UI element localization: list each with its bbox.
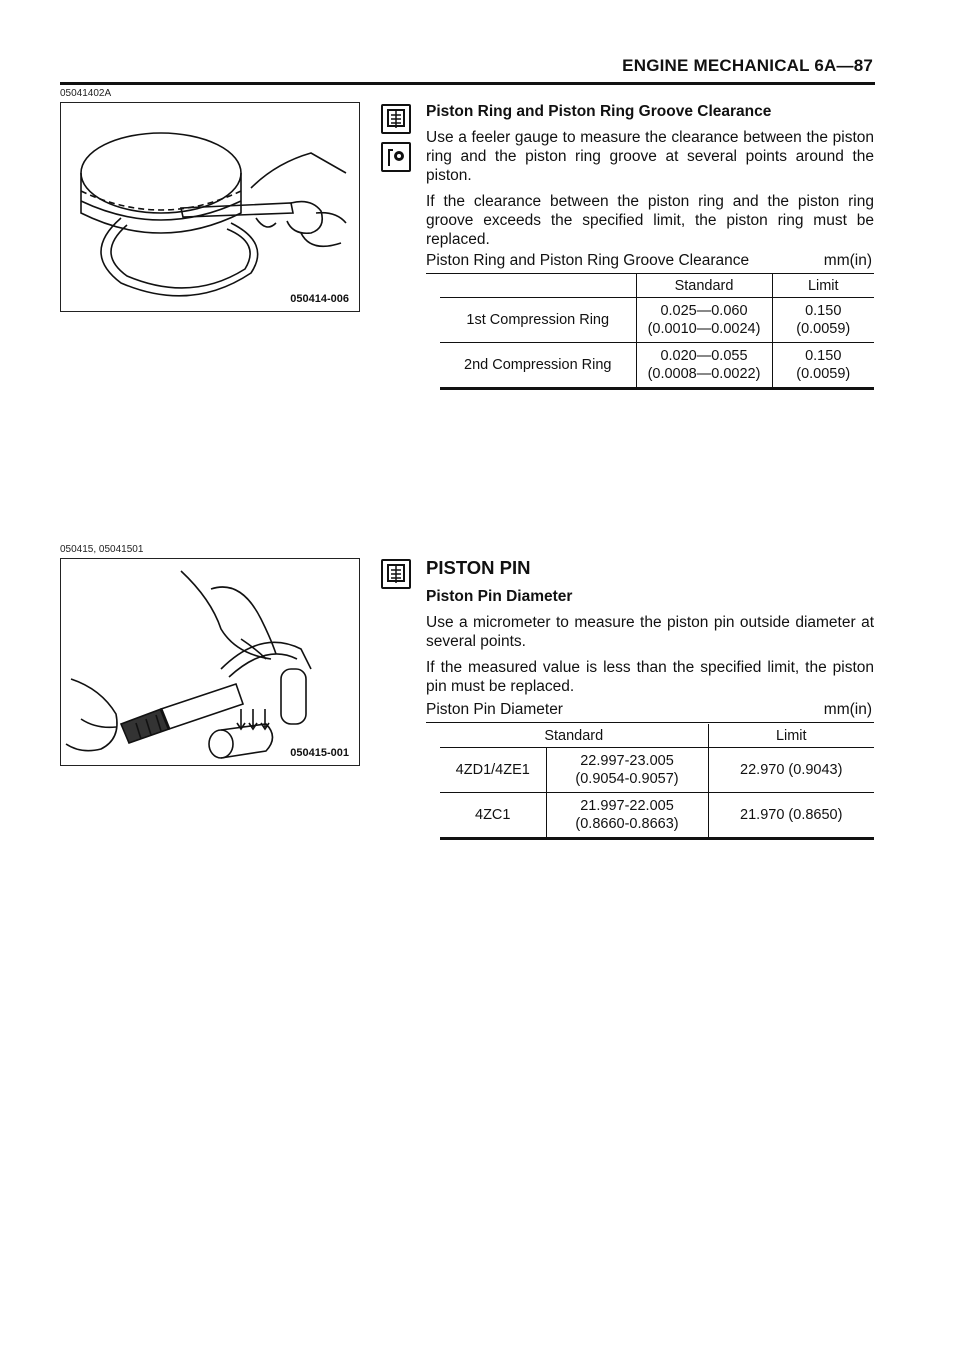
standard-cell (636, 343, 772, 389)
micrometer-illustration (61, 559, 360, 766)
table-unit: mm(in) (823, 252, 872, 269)
feeler-gauge-illustration (61, 103, 360, 312)
table-caption (426, 701, 874, 723)
table-header: Standard (440, 724, 708, 748)
measure-icon (381, 104, 411, 134)
table-caption (426, 252, 874, 274)
limit-cell: 22.970 (0.9043) (708, 748, 874, 793)
row-label: 4ZC1 (440, 793, 546, 839)
figure-number: 050414-006 (290, 293, 349, 305)
figure-code: 05041402A (60, 88, 112, 99)
standard-mm: 0.020—0.055 (660, 348, 748, 364)
standard-mm: 21.997-22.005 (580, 798, 674, 814)
table-header (440, 274, 636, 298)
table-row (440, 343, 874, 389)
table-row (440, 793, 874, 839)
table-unit: mm(in) (823, 701, 872, 718)
limit-mm: 0.150 (805, 303, 842, 319)
limit-cell (772, 298, 874, 343)
table-caption-title: Piston Ring and Piston Ring Groove Clearance (426, 252, 750, 269)
paragraph: If the measured value is less than the specified limit, the piston pin must be replaced. (426, 659, 874, 695)
pin-diameter-table (440, 724, 874, 840)
standard-mm: 0.025—0.060 (660, 303, 748, 319)
table-header: Standard (636, 274, 772, 298)
table-header-row (440, 274, 874, 298)
table-caption-title: Piston Pin Diameter (426, 701, 563, 718)
table-header: Limit (772, 274, 874, 298)
table-header-row (440, 724, 874, 748)
row-label: 4ZD1/4ZE1 (440, 748, 546, 793)
section-heading: Piston Pin Diameter (426, 588, 573, 605)
row-label: 1st Compression Ring (440, 298, 636, 343)
figure-number: 050415-001 (290, 747, 349, 759)
page-title: ENGINE MECHANICAL 6A—87 (622, 56, 873, 75)
table-header: Limit (708, 724, 874, 748)
standard-in: (0.0008—0.0022) (647, 366, 761, 382)
measure-icon (381, 559, 411, 589)
row-label: 2nd Compression Ring (440, 343, 636, 389)
visual-check-icon (381, 142, 411, 172)
section-heading: Piston Ring and Piston Ring Groove Clearance (426, 103, 772, 120)
standard-cell (636, 298, 772, 343)
figure-code: 050415, 05041501 (60, 544, 144, 555)
limit-cell (772, 343, 874, 389)
standard-in: (0.9054-0.9057) (575, 771, 679, 787)
standard-mm: 22.997-23.005 (580, 753, 674, 769)
figure-feeler-gauge (60, 102, 360, 312)
paragraph: Use a micrometer to measure the piston pin outside diameter at several points. (426, 614, 874, 650)
figure-micrometer (60, 558, 360, 766)
table-row (440, 748, 874, 793)
limit-cell: 21.970 (0.8650) (708, 793, 874, 839)
section-clearance (426, 102, 874, 256)
clearance-table (440, 274, 874, 390)
paragraph: If the clearance between the piston ring and the piston ring groove exceeds the specified limit, the piston ring must be replaced. (426, 193, 874, 248)
limit-in: (0.0059) (796, 321, 851, 337)
page-header (60, 56, 875, 85)
paragraph: Use a feeler gauge to measure the clearance between the piston ring and the piston ring groove at several points around the piston. (426, 129, 874, 184)
limit-mm: 0.150 (805, 348, 842, 364)
section-title: PISTON PIN (426, 557, 531, 578)
section-piston-pin (426, 558, 874, 703)
table-row (440, 298, 874, 343)
standard-in: (0.0010—0.0024) (647, 321, 761, 337)
limit-in: (0.0059) (796, 366, 851, 382)
standard-cell (546, 793, 708, 839)
standard-cell (546, 748, 708, 793)
standard-in: (0.8660-0.8663) (575, 816, 679, 832)
